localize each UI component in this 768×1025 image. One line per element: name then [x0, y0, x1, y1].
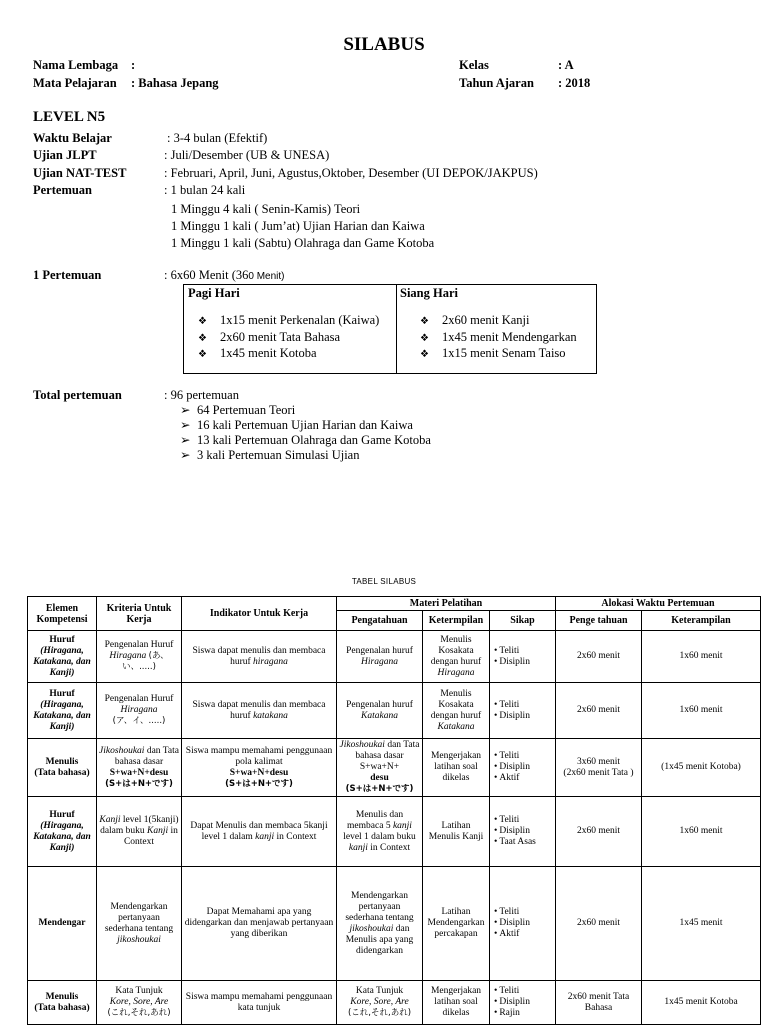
- siang-hari-list: [420, 313, 577, 363]
- cell-elemen: Huruf (Hiragana, Katakana, dan Kanji): [28, 683, 97, 739]
- cell-keterampilan: Latihan Menulis Kanji: [423, 797, 490, 867]
- ujian-jlpt-value: : Juli/Desember (UB & UNESA): [164, 148, 330, 162]
- header-kriteria: Kriteria Untuk Kerja: [97, 597, 182, 631]
- cell-pengetahuan: Menulis dan membaca 5 kanji level 1 dalam buku kanji in Context: [337, 797, 423, 867]
- cell-elemen: Huruf (Hiragana, Katakana, dan Kanji): [28, 797, 97, 867]
- table-row: [28, 797, 761, 867]
- total-pertemuan-list: [180, 403, 431, 463]
- document-title: SILABUS: [343, 34, 425, 55]
- list-item: ❖ 1x15 menit Perkenalan (Kaiwa): [198, 313, 379, 330]
- box-divider: [396, 285, 397, 373]
- pertemuan-label: Pertemuan: [33, 183, 93, 197]
- header-keterampilan: Ketermpilan: [423, 611, 490, 631]
- header-indikator: Indikator Untuk Kerja: [182, 597, 337, 631]
- satu-pertemuan-value: : 6x60 Menit (360 Menit): [164, 268, 285, 282]
- cell-pengetahuan: Pengenalan huruf Katakana: [337, 683, 423, 739]
- mata-pelajaran-label: Mata Pelajaran: [33, 76, 117, 90]
- cell-alokasi-pengetahuan: 2x60 menit Tata Bahasa: [556, 981, 642, 1025]
- pertemuan-line: 1 Minggu 1 kali (Sabtu) Olahraga dan Game Kotoba: [171, 236, 435, 250]
- diamond-bullet-icon: ❖: [198, 349, 207, 360]
- header-elemen: Elemen Kompetensi: [28, 597, 97, 631]
- list-item: ❖ 2x60 menit Tata Bahasa: [198, 330, 379, 347]
- pertemuan-value: : 1 bulan 24 kali: [164, 183, 246, 197]
- cell-sikap: • Teliti • Disiplin: [490, 683, 556, 739]
- diamond-bullet-icon: ❖: [420, 349, 429, 360]
- list-item: ❖ 1x45 menit Kotoba: [198, 346, 379, 363]
- nama-lembaga-colon: :: [131, 58, 136, 72]
- list-item: ➢ 16 kali Pertemuan Ujian Harian dan Kaiwa: [180, 418, 413, 432]
- cell-kriteria: Mendengarkan pertanyaan sederhana tentang jikoshoukai: [97, 867, 182, 981]
- cell-sikap: • Teliti • Disiplin • Aktif: [490, 867, 556, 981]
- cell-elemen: Mendengar: [28, 867, 97, 981]
- cell-elemen: Menulis (Tata bahasa): [28, 981, 97, 1025]
- cell-sikap: • Teliti • Disiplin: [490, 631, 556, 683]
- list-item: ❖ 1x15 menit Senam Taiso: [420, 346, 577, 363]
- cell-kriteria: Pengenalan Huruf Hiragana (あ、い、.....): [97, 631, 182, 683]
- arrow-bullet-icon: ➢: [180, 403, 191, 417]
- cell-indikator: Siswa dapat menulis dan membaca huruf katakana: [182, 683, 337, 739]
- cell-pengetahuan: Pengenalan huruf Hiragana: [337, 631, 423, 683]
- list-item: ❖ 2x60 menit Kanji: [420, 313, 577, 330]
- cell-keterampilan: Mengerjakan latihan soal dikelas: [423, 739, 490, 797]
- kelas-value: : A: [558, 58, 574, 72]
- ujian-nat-value: : Februari, April, Juni, Agustus,Oktober, Desember (UI DEPOK/JAKPUS): [164, 166, 538, 180]
- cell-alokasi-keterampilan: 1x60 menit: [642, 797, 761, 867]
- cell-kriteria: Kata Tunjuk Kore, Sore, Are (これ,それ,あれ): [97, 981, 182, 1025]
- diamond-bullet-icon: ❖: [420, 332, 429, 344]
- total-pertemuan-label: Total pertemuan: [33, 388, 122, 402]
- kelas-label: Kelas: [459, 58, 489, 72]
- satu-pertemuan-label: 1 Pertemuan: [33, 268, 102, 282]
- cell-sikap: • Teliti • Disiplin • Aktif: [490, 739, 556, 797]
- cell-indikator: Siswa dapat menulis dan membaca huruf hiragana: [182, 631, 337, 683]
- ujian-jlpt-label: Ujian JLPT: [33, 148, 97, 162]
- waktu-belajar-label: Waktu Belajar: [33, 131, 112, 145]
- cell-sikap: • Teliti • Disiplin • Rajin: [490, 981, 556, 1025]
- header-materi: Materi Pelatihan: [337, 597, 556, 611]
- pagi-hari-title: Pagi Hari: [188, 286, 240, 300]
- header-alokasi-pengetahuan: Penge tahuan: [556, 611, 642, 631]
- cell-alokasi-keterampilan: (1x45 menit Kotoba): [642, 739, 761, 797]
- diamond-bullet-icon: ❖: [198, 316, 207, 327]
- waktu-belajar-value: : 3-4 bulan (Efektif): [167, 131, 268, 145]
- mata-pelajaran-value: : Bahasa Jepang: [131, 76, 219, 90]
- cell-alokasi-keterampilan: 1x45 menit Kotoba: [642, 981, 761, 1025]
- cell-keterampilan: Mengerjakan latihan soal dikelas: [423, 981, 490, 1025]
- cell-alokasi-pengetahuan: 3x60 menit (2x60 menit Tata ): [556, 739, 642, 797]
- diamond-bullet-icon: ❖: [198, 332, 207, 344]
- list-item: ➢ 13 kali Pertemuan Olahraga dan Game Kotoba: [180, 433, 431, 447]
- list-item: ➢ 64 Pertemuan Teori: [180, 403, 296, 417]
- header-alokasi: Alokasi Waktu Pertemuan: [556, 597, 761, 611]
- header-sikap: Sikap: [490, 611, 556, 631]
- cell-sikap: • Teliti • Disiplin • Taat Asas: [490, 797, 556, 867]
- tahun-ajaran-label: Tahun Ajaran: [459, 76, 534, 90]
- cell-alokasi-keterampilan: 1x60 menit: [642, 683, 761, 739]
- nama-lembaga-label: Nama Lembaga: [33, 58, 119, 72]
- table-row: [28, 739, 761, 797]
- siang-hari-title: Siang Hari: [400, 286, 458, 300]
- cell-indikator: Dapat Menulis dan membaca 5kanji level 1 dalam kanji in Context: [182, 797, 337, 867]
- cell-kriteria: Kanji level 1(5kanji) dalam buku Kanji in Context: [97, 797, 182, 867]
- cell-elemen: Menulis (Tata bahasa): [28, 739, 97, 797]
- cell-kriteria: Jikoshoukai dan Tata bahasa dasar S+wa+N+desu (S+は+N+です): [97, 739, 182, 797]
- cell-keterampilan: Menulis Kosakata dengan huruf Katakana: [423, 683, 490, 739]
- arrow-bullet-icon: ➢: [180, 418, 191, 432]
- ujian-nat-label: Ujian NAT-TEST: [33, 166, 127, 180]
- pagi-hari-list: [198, 313, 379, 363]
- cell-elemen: Huruf (Hiragana, Katakana, dan Kanji): [28, 631, 97, 683]
- table-caption: TABEL SILABUS: [351, 577, 417, 586]
- header-alokasi-keterampilan: Keterampilan: [642, 611, 761, 631]
- table-row: [28, 867, 761, 981]
- cell-alokasi-pengetahuan: 2x60 menit: [556, 797, 642, 867]
- list-item: ➢ 3 kali Pertemuan Simulasi Ujian: [180, 448, 360, 462]
- pertemuan-line: 1 Minggu 1 kali ( Jum’at) Ujian Harian dan Kaiwa: [171, 219, 425, 233]
- tahun-ajaran-value: : 2018: [558, 76, 591, 90]
- cell-keterampilan: Menulis Kosakata dengan huruf Hiragana: [423, 631, 490, 683]
- table-row: [28, 981, 761, 1025]
- header-pengetahuan: Pengatahuan: [337, 611, 423, 631]
- cell-indikator: Siswa mampu memahami penggunaan kata tunjuk: [182, 981, 337, 1025]
- cell-alokasi-pengetahuan: 2x60 menit: [556, 631, 642, 683]
- cell-pengetahuan: Mendengarkan pertanyaan sederhana tentang jikoshoukai dan Menulis apa yang didengarkan: [337, 867, 423, 981]
- cell-indikator: Siswa mampu memahami penggunaan pola kalimat S+wa+N+desu (S+は+N+です): [182, 739, 337, 797]
- cell-pengetahuan: Jikoshoukai dan Tata bahasa dasar S+wa+N+ desu (S+は+N+です): [337, 739, 423, 797]
- cell-alokasi-keterampilan: 1x45 menit: [642, 867, 761, 981]
- cell-alokasi-keterampilan: 1x60 menit: [642, 631, 761, 683]
- total-pertemuan-value: : 96 pertemuan: [164, 388, 239, 402]
- list-item: ❖ 1x45 menit Mendengarkan: [420, 330, 577, 347]
- arrow-bullet-icon: ➢: [180, 448, 191, 462]
- arrow-bullet-icon: ➢: [180, 433, 191, 447]
- cell-alokasi-pengetahuan: 2x60 menit: [556, 867, 642, 981]
- schedule-box: [183, 284, 597, 374]
- cell-pengetahuan: Kata Tunjuk Kore, Sore, Are (これ,それ,あれ): [337, 981, 423, 1025]
- diamond-bullet-icon: ❖: [420, 316, 429, 327]
- cell-keterampilan: Latihan Mendengarkan percakapan: [423, 867, 490, 981]
- cell-alokasi-pengetahuan: 2x60 menit: [556, 683, 642, 739]
- cell-indikator: Dapat Memahami apa yang didengarkan dan menjawab pertanyaan yang diberikan: [182, 867, 337, 981]
- table-header-row: [28, 597, 761, 611]
- pertemuan-line: 1 Minggu 4 kali ( Senin-Kamis) Teori: [171, 202, 361, 216]
- cell-kriteria: Pengenalan Huruf Hiragana (ア、イ、.....): [97, 683, 182, 739]
- level-heading: LEVEL N5: [33, 109, 106, 125]
- table-row: [28, 631, 761, 683]
- table-row: [28, 683, 761, 739]
- syllabus-table: [27, 596, 761, 1025]
